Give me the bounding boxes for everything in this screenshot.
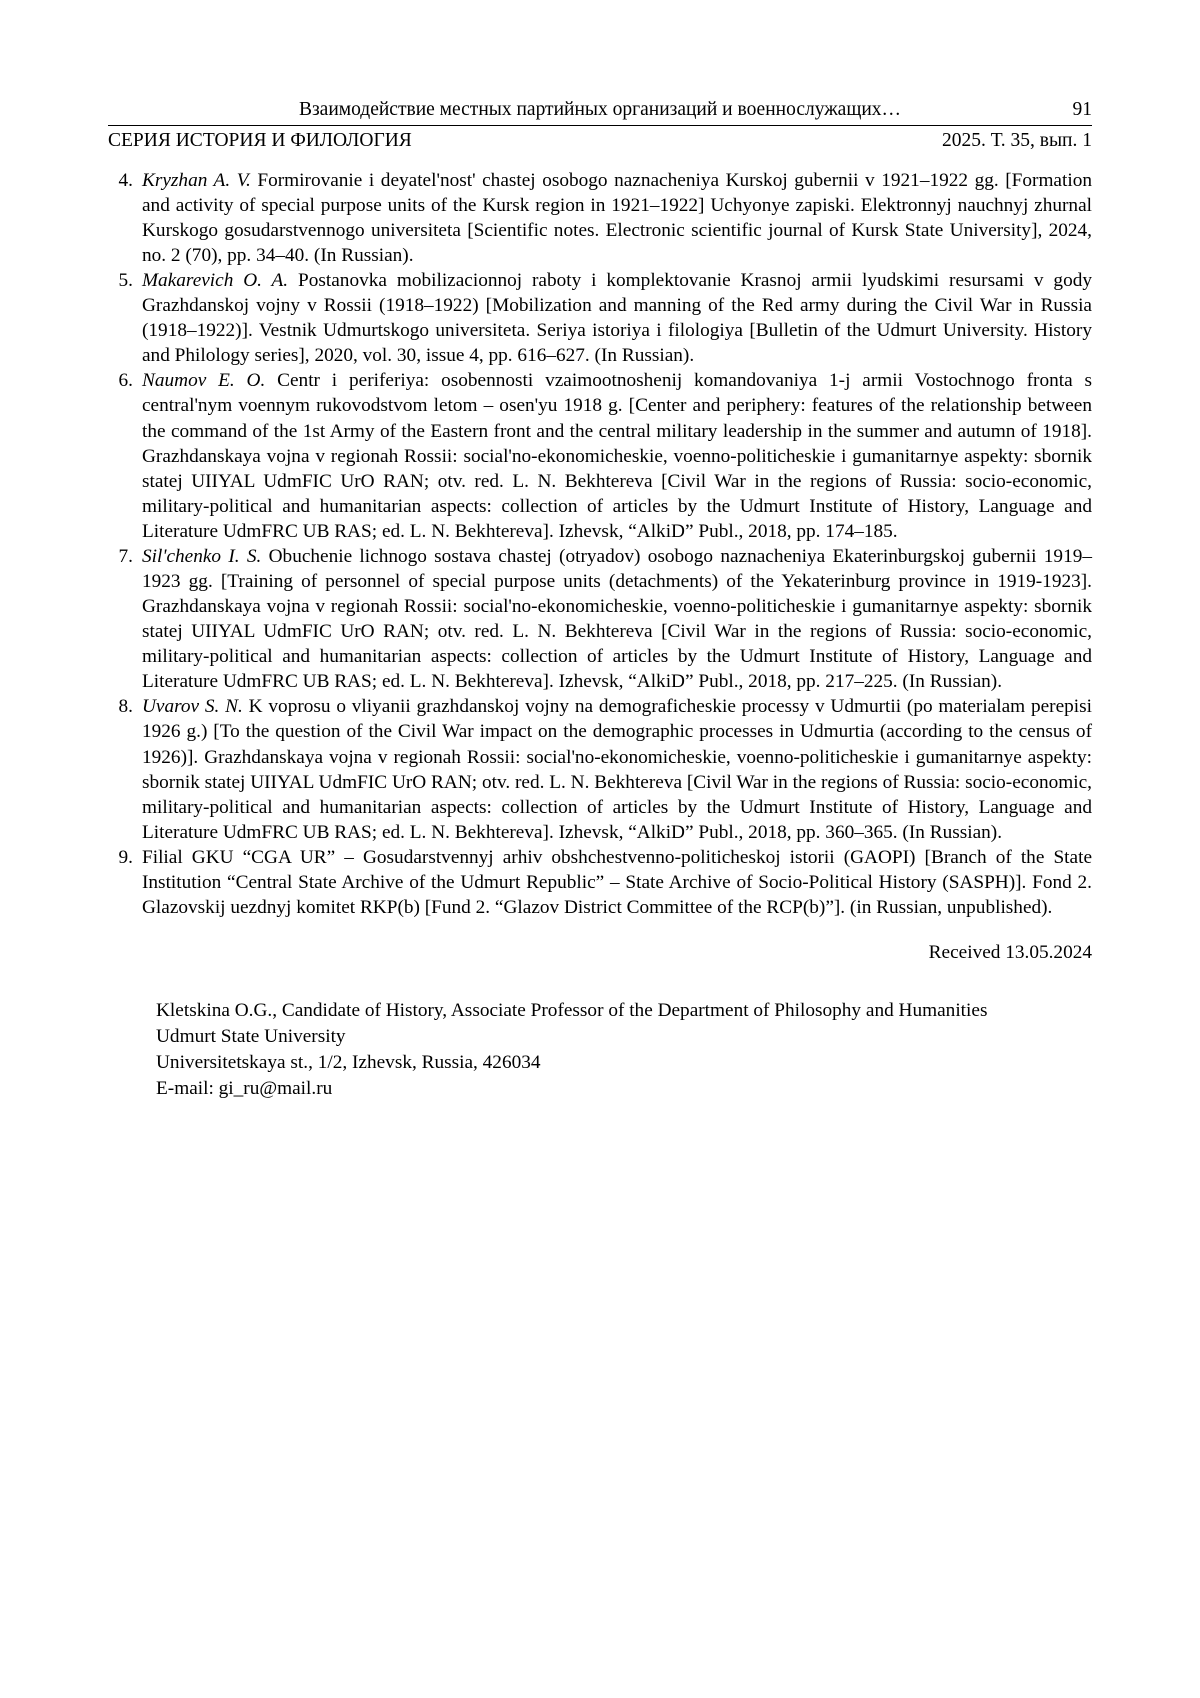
journal-series-line bbox=[108, 128, 1092, 153]
reference-body bbox=[142, 845, 1092, 920]
author-name-and-title: Kletskina O.G., Candidate of History, Associate Professor of the Department of Philosophy and Humanities bbox=[156, 1000, 988, 1022]
journal-issue: 2025. Т. 35, вып. 1 bbox=[942, 130, 1092, 152]
list-item bbox=[108, 268, 1092, 368]
reference-number: 5. bbox=[118, 270, 133, 292]
reference-text: K voprosu o vliyanii grazhdanskoj vojny na demograficheskie processy v Udmurtii (po materialam perepisi 1926 g.) [To the question of the Civil War impact on the demographic processes in Udmurtia (according to the census of 1926)]. Grazhdanskaya vojna v regionah Rossii: social'no-ekonomicheskie, voenno-politicheskie i gumanitarnye aspekty: sbornik statej UIIYAL UdmFIC UrO RAN; otv. red. L. N. Bekhtereva [Civil War in the regions of Russia: socio-economic, military-political and humanitarian aspects: collection of articles by the Udmurt Institute of History, Language and Literature UdmFRC UB RAS; ed. L. N. Bekhtereva]. Izhevsk, “AlkiD” Publ., 2018, pp. 360–365. (In Russian). bbox=[142, 696, 1092, 843]
header-divider bbox=[108, 125, 1092, 126]
reference-author: Uvarov S. N. bbox=[142, 696, 243, 718]
reference-number: 4. bbox=[118, 169, 133, 191]
author-address: Universitetskaya st., 1/2, Izhevsk, Russia, 426034 bbox=[156, 1051, 541, 1073]
reference-text: Formirovanie i deyatel'nost' chastej osobogo naznacheniya Kurskoj gubernii v 1921–1922 gg. [Formation and activity of special purpose units of the Kursk region in 1921–1922] Uchyonye zapiski. Elektronnyj nauchnyj zhurnal Kurskogo gosudarstvennogo universiteta [Scientific notes. Electronic scientific journal of Kursk State University], 2024, no. 2 (70), pp. 34–40. (In Russian). bbox=[142, 169, 1092, 266]
reference-number: 9. bbox=[118, 846, 133, 868]
author-email: E-mail: gi_ru@mail.ru bbox=[156, 1077, 333, 1099]
list-item bbox=[108, 544, 1092, 694]
reference-author: Makarevich O. A. bbox=[142, 270, 289, 292]
reference-body bbox=[142, 368, 1092, 544]
reference-author: Naumov E. O. bbox=[142, 370, 266, 392]
reference-list bbox=[108, 168, 1092, 920]
author-affiliation-block bbox=[156, 998, 1092, 1101]
running-head-title: Взаимодействие местных партийных организаций и военнослужащих… bbox=[298, 99, 902, 120]
reference-body bbox=[142, 268, 1092, 368]
list-item bbox=[108, 168, 1092, 268]
reference-number: 6. bbox=[118, 370, 133, 392]
reference-text: Postanovka mobilizacionnoj raboty i komplektovanie Krasnoj armii lyudskimi resursami v gody Grazhdanskoj vojny v Rossii (1918–1922) [Mobilization and manning of the Red army during the Civil War in Russia (1918–1922)]. Vestnik Udmurtskogo universiteta. Seriya istoriya i filologiya [Bulletin of the Udmurt University. History and Philology series], 2020, vol. 30, issue 4, pp. 616–627. (In Russian). bbox=[142, 270, 1092, 367]
page-number: 91 bbox=[1072, 99, 1092, 120]
list-item bbox=[108, 845, 1092, 920]
page-header bbox=[108, 98, 1092, 154]
author-institution: Udmurt State University bbox=[156, 1025, 346, 1047]
reference-author: Sil'chenko I. S. bbox=[142, 545, 262, 567]
reference-text: Centr i periferiya: osobennosti vzaimootnoshenij komandovaniya 1-j armii Vostochnogo fronta s central'nym voennym rukovodstvom letom – osen'yu 1918 g. [Center and periphery: features of the relationship between the command of the 1st Army of the Eastern front and the central military leadership in the summer and autumn of 1918]. Grazhdanskaya vojna v regionah Rossii: social'no-ekonomicheskie, voenno-politicheskie i gumanitarnye aspekty: sbornik statej UIIYAL UdmFIC UrO RAN; otv. red. L. N. Bekhtereva [Civil War in the regions of Russia: socio-economic, military-political and humanitarian aspects: collection of articles by the Udmurt Institute of History, Language and Literature UdmFRC UB RAS; ed. L. N. Bekhtereva]. Izhevsk, “AlkiD” Publ., 2018, pp. 174–185. bbox=[142, 370, 1093, 542]
reference-number: 7. bbox=[118, 545, 133, 567]
running-head-line bbox=[108, 98, 1092, 122]
reference-text: Filial GKU “CGA UR” – Gosudarstvennyj arhiv obshchestvenno-politicheskoj istorii (GAOPI) [Branch of the State Institution “Central State Archive of the Udmurt Republic” – State Archive of Socio-Political History (SASPH)]. Fond 2. Glazovskij uezdnyj komitet RKP(b) [Fund 2. “Glazov District Committee of the RCP(b)”]. (in Russian, unpublished). bbox=[142, 846, 1092, 918]
list-item bbox=[108, 694, 1092, 844]
reference-author: Kryzhan A. V. bbox=[142, 169, 251, 191]
reference-body bbox=[142, 544, 1092, 694]
reference-number: 8. bbox=[118, 696, 133, 718]
journal-series: СЕРИЯ ИСТОРИЯ И ФИЛОЛОГИЯ bbox=[108, 130, 412, 152]
reference-text: Obuchenie lichnogo sostava chastej (otryadov) osobogo naznacheniya Ekaterinburgskoj gubernii 1919–1923 gg. [Training of personnel of special purpose units (detachments) of the Yekaterinburg province in 1919-1923]. Grazhdanskaya vojna v regionah Rossii: social'no-ekonomicheskie, voenno-politicheskie i gumanitarnye aspekty: sbornik statej UIIYAL UdmFIC UrO RAN; otv. red. L. N. Bekhtereva [Civil War in the regions of Russia: socio-economic, military-political and humanitarian aspects: collection of articles by the Udmurt Institute of History, Language and Literature UdmFRC UB RAS; ed. L. N. Bekhtereva]. Izhevsk, “AlkiD” Publ., 2018, pp. 217–225. (In Russian). bbox=[142, 545, 1092, 693]
reference-body bbox=[142, 168, 1092, 268]
reference-body bbox=[142, 694, 1092, 844]
list-item bbox=[108, 368, 1092, 544]
received-date: Received 13.05.2024 bbox=[928, 942, 1092, 964]
